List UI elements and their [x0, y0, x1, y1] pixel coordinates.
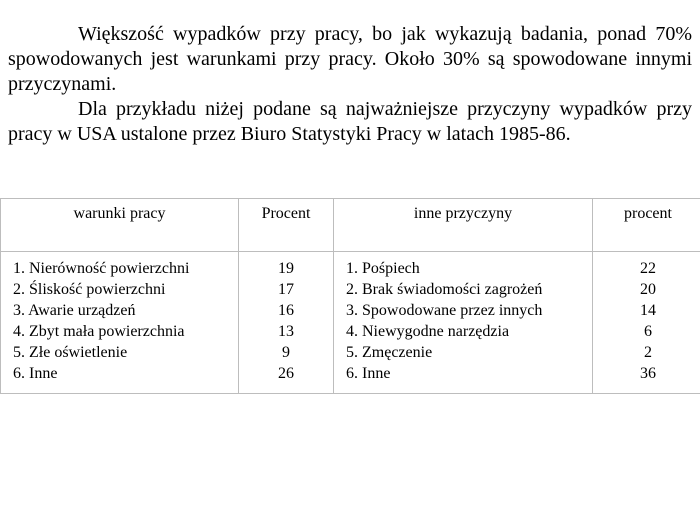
list-item: 4. Zbyt mała powierzchnia	[13, 323, 185, 340]
list-item: 6. Inne	[13, 365, 58, 382]
list-item: 1. Pośpiech	[346, 260, 420, 277]
list-item: 4. Niewygodne narzędzia	[346, 323, 510, 340]
header-work-conditions: warunki pracy	[1, 199, 239, 252]
percent-value: 19	[278, 260, 294, 277]
intro-text	[8, 22, 692, 147]
percent-value: 6	[644, 323, 652, 340]
other-causes-cell	[334, 252, 593, 394]
header-percent-1: Procent	[239, 199, 334, 252]
percent-value: 26	[278, 365, 294, 382]
list-item: 2. Śliskość powierzchni	[13, 281, 166, 298]
work-conditions-cell	[1, 252, 239, 394]
percent-value: 22	[640, 260, 656, 277]
list-item: 1. Nierówność powierzchni	[13, 260, 190, 277]
percent-value: 2	[644, 344, 652, 361]
work-percent-cell	[239, 252, 334, 394]
paragraph-1: Większość wypadków przy pracy, bo jak wykazują badania, ponad 70% spowodowanych jest warunkami przy pracy. Około 30% są spowodowane innymi przyczynami.	[8, 23, 692, 95]
list-item: 5. Złe oświetlenie	[13, 344, 128, 361]
percent-value: 13	[278, 323, 294, 340]
percent-value: 16	[278, 302, 294, 319]
list-item: 5. Zmęczenie	[346, 344, 433, 361]
percent-value: 17	[278, 281, 294, 298]
list-item: 6. Inne	[346, 365, 391, 382]
list-item: 3. Spowodowane przez innych	[346, 302, 543, 319]
percent-value: 36	[640, 365, 656, 382]
list-item: 3. Awarie urządzeń	[13, 302, 136, 319]
percent-value: 9	[282, 344, 290, 361]
header-other-causes: inne przyczyny	[334, 199, 593, 252]
table-row	[1, 252, 700, 394]
paragraph-2: Dla przykładu niżej podane są najważniejsze przyczyny wypadków przy pracy w USA ustalone przez Biuro Statystyki Pracy w latach 1985-86.	[8, 98, 692, 145]
percent-value: 20	[640, 281, 656, 298]
accident-causes-table	[0, 198, 700, 394]
percent-value: 14	[640, 302, 656, 319]
other-percent-cell	[593, 252, 700, 394]
header-percent-2: procent	[593, 199, 700, 252]
table-header-row	[1, 199, 700, 252]
list-item: 2. Brak świadomości zagrożeń	[346, 281, 543, 298]
